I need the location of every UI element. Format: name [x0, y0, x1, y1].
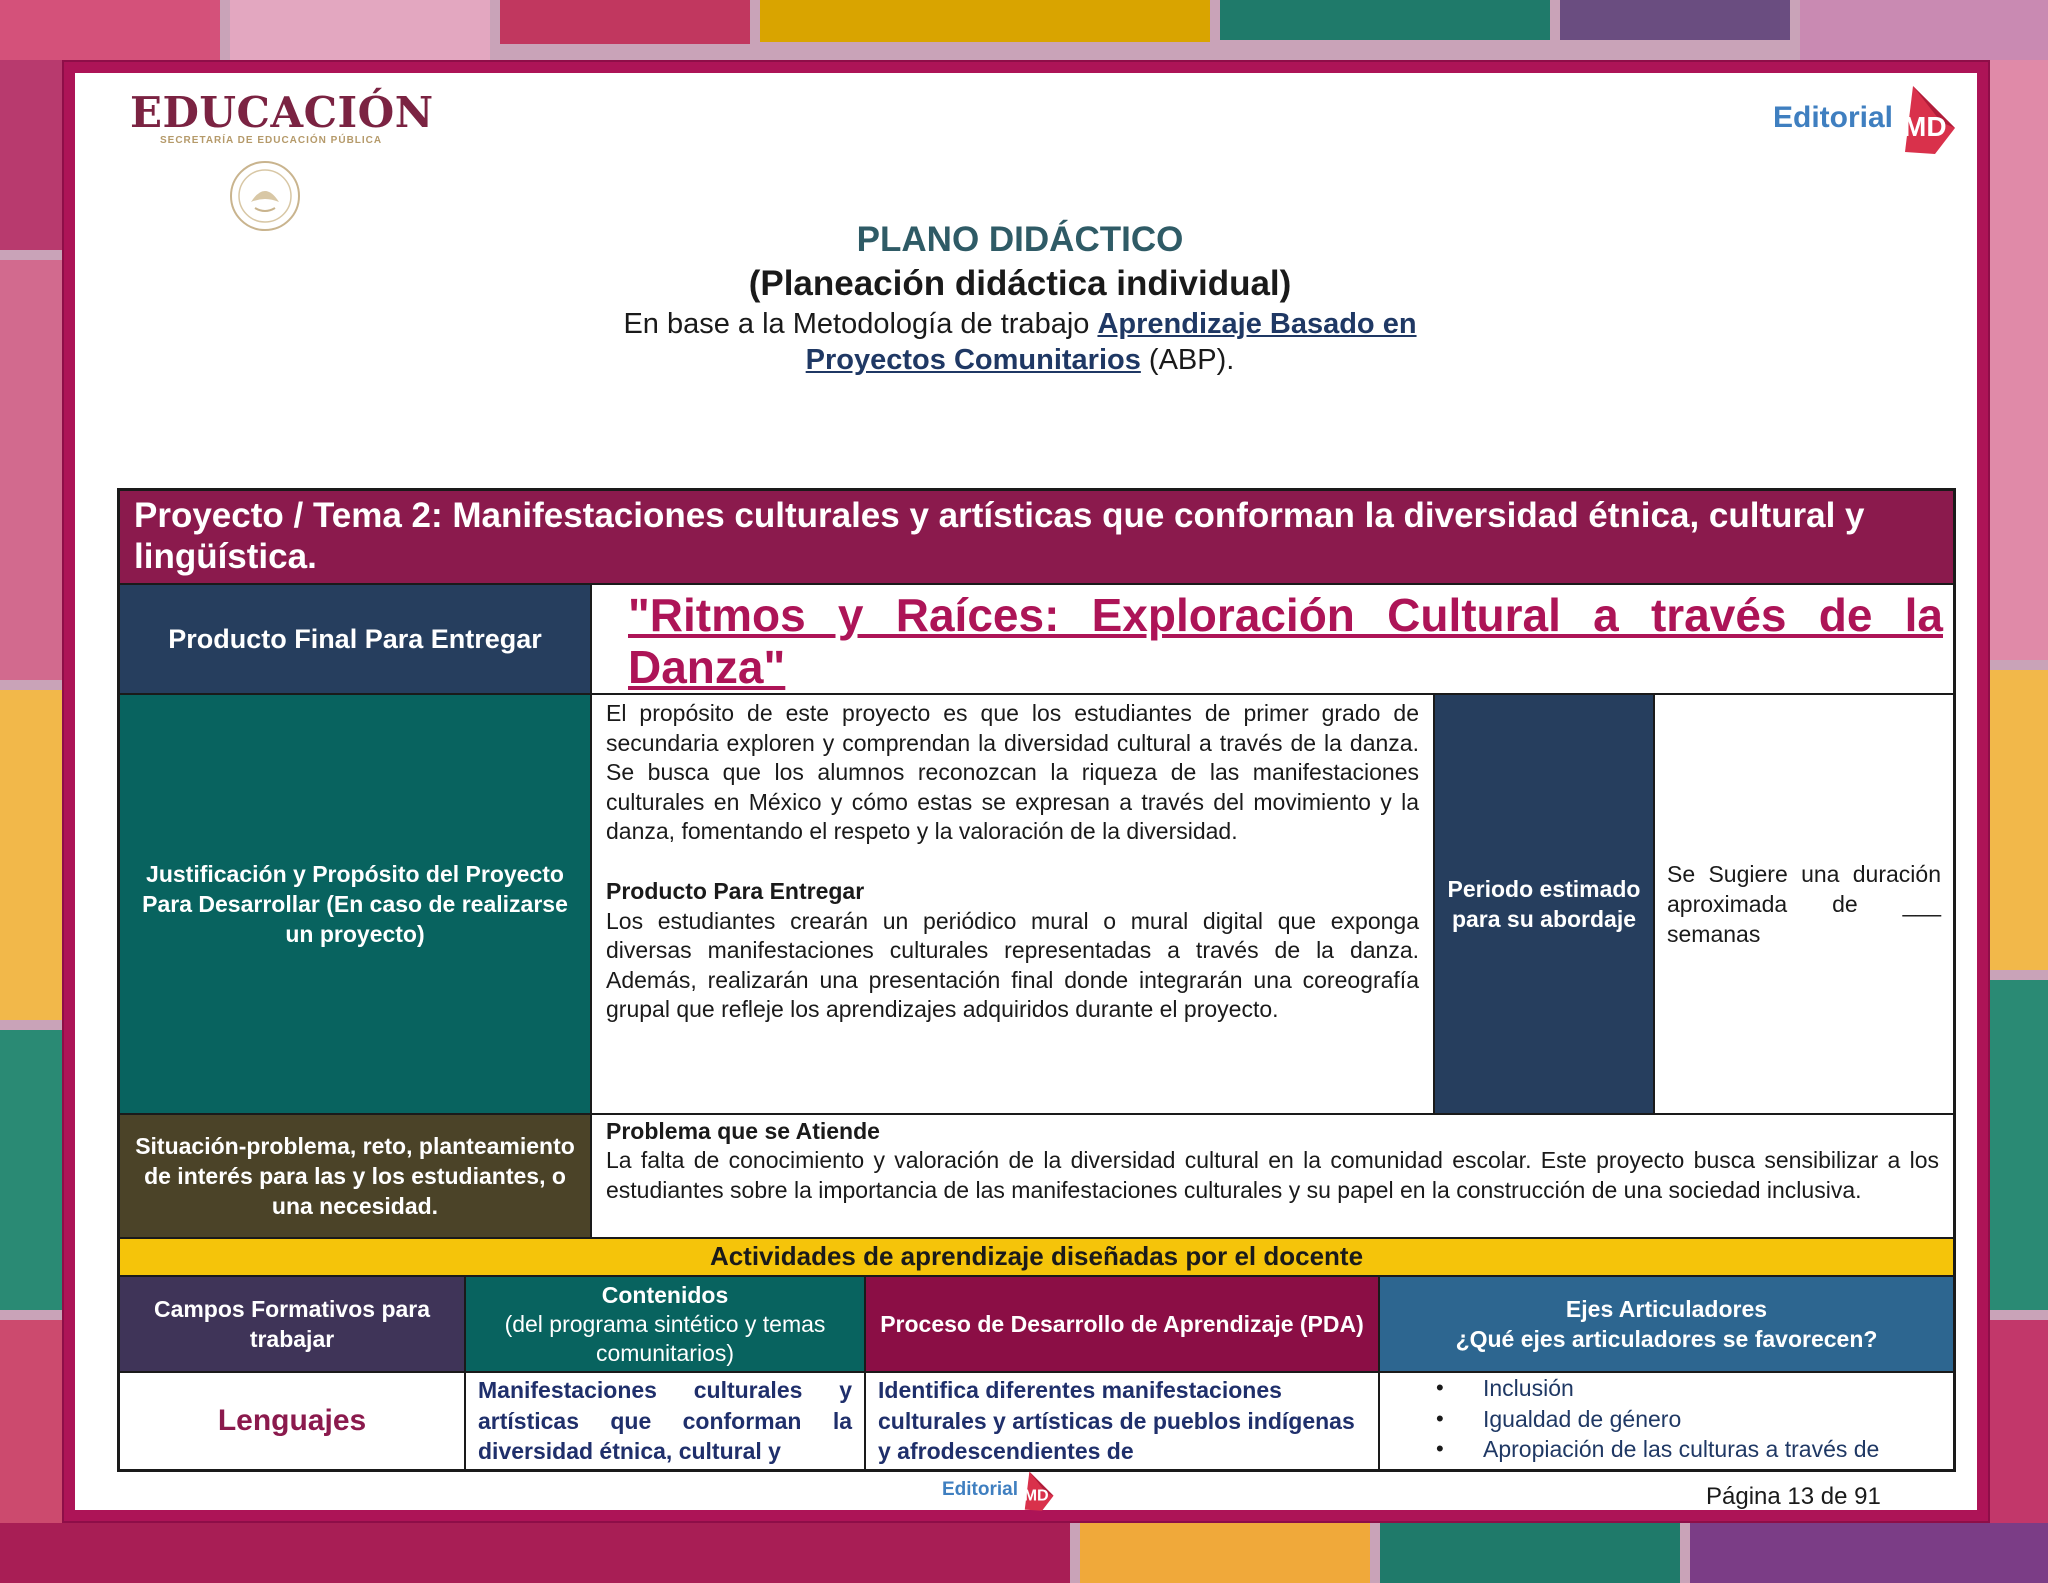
footer-md-logo-mark: MD [1023, 1486, 1049, 1505]
ejes-list [1436, 1373, 1943, 1465]
sep-logo [130, 88, 434, 146]
activities-band: Actividades de aprendizaje diseñadas por el docente [120, 1239, 1953, 1275]
activities-band-row [120, 1237, 1953, 1275]
editorial-logo [1773, 80, 1961, 156]
campo-formativo: Lenguajes [217, 1403, 367, 1437]
methodology-link-part2[interactable]: Proyectos Comunitarios [805, 344, 1141, 376]
methodology-suffix: (ABP). [1140, 344, 1235, 376]
column-header-campos: Campos Formativos para trabajar [120, 1277, 464, 1371]
column-header-ejes [1378, 1277, 1953, 1371]
national-seal-icon [225, 156, 305, 236]
footer-md-logo-icon [1019, 1468, 1057, 1512]
column-header-ejes-question: ¿Qué ejes articuladores se favorecen? [1455, 1326, 1878, 1352]
sep-logo-subtitle: SECRETARÍA DE EDUCACIÓN PÚBLICA [160, 135, 383, 146]
column-header-contenidos-note: (del programa sintético y temas comunitarios) [504, 1310, 826, 1366]
pda-text: Identifica diferentes manifestaciones culturales y artísticas de pueblos indígenas y afrodescendientes de [864, 1373, 1378, 1469]
footer-editorial-logo [942, 1468, 1057, 1512]
situation-row [120, 1113, 1953, 1237]
project-header-row [120, 491, 1953, 583]
methodology-line [420, 306, 1620, 378]
final-product-value [590, 585, 1953, 693]
situation-label: Situación-problema, reto, planteamiento de interés para las y los estudiantes, o una necesidad. [120, 1115, 590, 1237]
methodology-link-part1[interactable]: Aprendizaje Basado en [1097, 308, 1417, 340]
final-product-row [120, 583, 1953, 693]
planning-table [117, 488, 1956, 1472]
project-header: Proyecto / Tema 2: Manifestaciones culturales y artísticas que conforman la diversidad étnica, cultural y lingüística. [120, 491, 1953, 583]
document-title-block [420, 218, 1620, 378]
ejes-list-item: • Inclusión [1436, 1373, 1943, 1404]
editorial-logo-text: Editorial [1773, 101, 1894, 134]
period-value [1653, 695, 1953, 1113]
md-logo-mark: MD [1903, 111, 1947, 142]
activities-header-row [120, 1275, 1953, 1371]
period-label: Periodo estimado para su abordaje [1433, 695, 1653, 1113]
final-product-title: "Ritmos y Raíces: Exploración Cultural a través de la Danza" [628, 589, 1943, 693]
justification-content [590, 695, 1433, 1113]
justification-text: El propósito de este proyecto es que los estudiantes de primer grado de secundaria exploren y comprendan la diversidad cultural a través de la danza. Se busca que los alumnos reconozcan la riqueza de las manifestaciones culturales en México y cómo estas se expresan a través del movimiento y la danza, fomentando el respeto y la valoración de la diversidad. [606, 700, 1419, 845]
column-header-contenidos-title: Contenidos [601, 1281, 729, 1308]
situation-content [590, 1115, 1953, 1237]
period-value-text: Se Sugiere una duración aproximada de ___ semanas [1667, 861, 1941, 947]
md-logo-icon [1895, 80, 1961, 156]
justification-row [120, 693, 1953, 1113]
column-header-pda: Proceso de Desarrollo de Aprendizaje (PDA) [864, 1277, 1378, 1371]
contenido-text: Manifestaciones culturales y artísticas que conforman la diversidad étnica, cultural y [464, 1373, 864, 1469]
column-header-ejes-title: Ejes Articuladores [1565, 1296, 1768, 1322]
deliverable-heading: Producto Para Entregar [606, 877, 865, 904]
document-subtitle: (Planeación didáctica individual) [748, 264, 1292, 303]
document-title: PLANO DIDÁCTICO [856, 220, 1184, 259]
activities-content-row [120, 1371, 1953, 1469]
ejes-list-item: • Apropiación de las culturas a través de [1436, 1434, 1943, 1465]
sep-logo-title: EDUCACIÓN [130, 88, 434, 137]
ejes-list-cell [1378, 1373, 1953, 1469]
footer-editorial-logo-text: Editorial [942, 1479, 1019, 1500]
final-product-label: Producto Final Para Entregar [120, 585, 590, 693]
methodology-prefix: En base a la Metodología de trabajo [623, 308, 1098, 340]
column-header-contenidos [464, 1277, 864, 1371]
ejes-list-item: • Igualdad de género [1436, 1404, 1943, 1435]
page-number: Página 13 de 91 [1706, 1483, 1881, 1510]
justification-label: Justificación y Propósito del Proyecto Para Desarrollar (En caso de realizarse un proyecto) [120, 695, 590, 1113]
problem-text: La falta de conocimiento y valoración de la diversidad cultural en la comunidad escolar. Este proyecto busca sensibilizar a los estudiantes sobre la importancia de las manifestaciones culturales y su papel en la construcción de una sociedad inclusiva. [606, 1147, 1939, 1203]
problem-heading: Problema que se Atiende [606, 1118, 880, 1144]
deliverable-text: Los estudiantes crearán un periódico mural o mural digital que exponga diversas manifestaciones culturales representadas a través de la danza. Además, realizarán una presentación final donde integrarán una coreografía grupal que refleje los aprendizajes adquiridos durante el proyecto. [606, 907, 1419, 1023]
